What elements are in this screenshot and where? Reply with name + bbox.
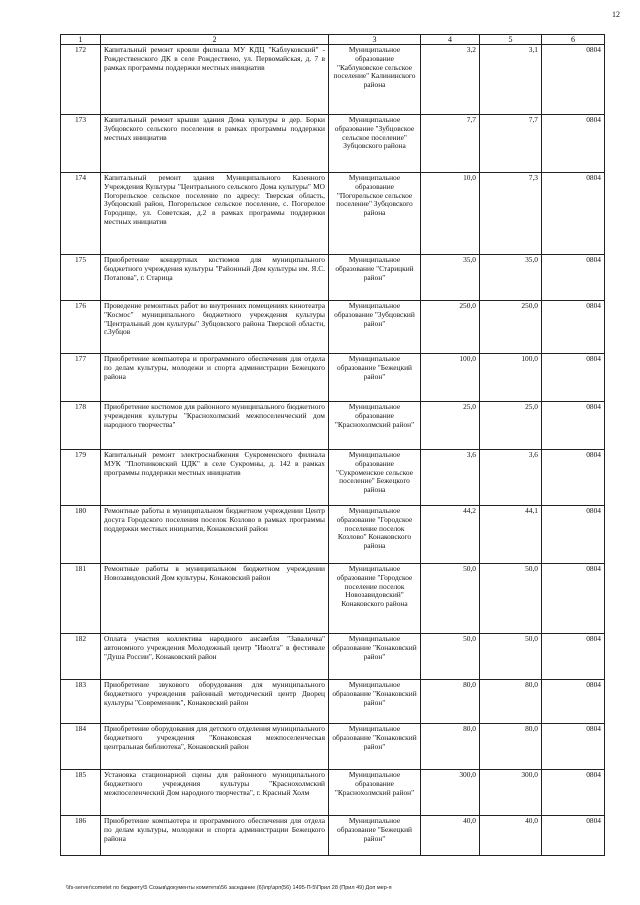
measure-name: Приобретение костюмов для районного муниципального бюджетного учреждения культуры "Краснохолмский межпоселенческий дом народного творчества" (101, 402, 329, 450)
row-number: 184 (61, 724, 101, 770)
measure-name: Проведение ремонтных работ во внутренних помещениях кинотеатра "Космос" муниципального бюджетного учреждения культуры "Центральный дом культуры" Зубцовского района Тверской области, г.Зубцов (101, 301, 329, 354)
amount-planned: 3,2 (421, 45, 480, 115)
budget-code: 0804 (542, 301, 605, 354)
amount-planned: 44,2 (421, 506, 480, 564)
measure-name: Приобретение концертных костюмов для муниципального бюджетного учреждения культуры "Районный Дом культуры им. Я.С. Потапова", г. Старица (101, 255, 329, 301)
budget-code: 0804 (542, 634, 605, 680)
amount-planned: 50,0 (421, 634, 480, 680)
table-row (61, 115, 605, 173)
column-header: 4 (421, 35, 480, 45)
budget-code: 0804 (542, 564, 605, 634)
recipient: Муниципальное образование "Сукроменское сельское поселение" Бежецкого района (329, 450, 421, 506)
budget-code: 0804 (542, 115, 605, 173)
page-number: 12 (612, 10, 620, 19)
table-row (61, 301, 605, 354)
table-row (61, 816, 605, 856)
table-row (61, 450, 605, 506)
recipient: Муниципальное образование "Конаковский район" (329, 680, 421, 724)
table-row (61, 506, 605, 564)
row-number: 186 (61, 816, 101, 856)
table-row (61, 173, 605, 255)
column-header: 1 (61, 35, 101, 45)
budget-code: 0804 (542, 402, 605, 450)
budget-code: 0804 (542, 680, 605, 724)
table-row (61, 724, 605, 770)
measure-name: Ремонтные работы в муниципальном бюджетном учреждении Новозавидовский Дом культуры, Конаковский район (101, 564, 329, 634)
row-number: 172 (61, 45, 101, 115)
measure-name: Капитальный ремонт крыши здания Дома культуры в дер. Борки Зубцовского сельского поселения в рамках программы поддержки местных инициатив (101, 115, 329, 173)
row-number: 179 (61, 450, 101, 506)
column-header: 3 (329, 35, 421, 45)
recipient: Муниципальное образование "Конаковский район" (329, 724, 421, 770)
measure-name: Капитальный ремонт здания Муниципального Казенного Учреждения Культуры "Центрального сельского Дома культуры" МО Погорельское сельское поселение по адресу: Тверская область, Зубцовский район, Погорельское сельское поселение, с. Погорелое Городище, ул. Советская, д.2 в рамках программы поддержки местных инициатив (101, 173, 329, 255)
row-number: 178 (61, 402, 101, 450)
amount-actual: 3,1 (480, 45, 542, 115)
amount-actual: 50,0 (480, 564, 542, 634)
recipient: Муниципальное образование "Старицкий район" (329, 255, 421, 301)
measure-name: Приобретение оборудования для детского отделения муниципального бюджетного учреждения "Конаковская межпоселенческая центральная библиотека", Конаковский район (101, 724, 329, 770)
row-number: 175 (61, 255, 101, 301)
measure-name: Оплата участия коллектива народного ансамбля "Заваличка" автономного учреждения Молодежный центр "Иволга" в фестивале "Душа России", Конаковский район (101, 634, 329, 680)
column-header: 5 (480, 35, 542, 45)
budget-code: 0804 (542, 816, 605, 856)
budget-code: 0804 (542, 770, 605, 816)
amount-actual: 100,0 (480, 354, 542, 402)
row-number: 181 (61, 564, 101, 634)
amount-planned: 3,6 (421, 450, 480, 506)
measure-name: Приобретение компьютера и программного обеспечения для отдела по делам культуры, молодежи и спорта администрации Бежецкого района (101, 354, 329, 402)
amount-actual: 50,0 (480, 634, 542, 680)
budget-code: 0804 (542, 173, 605, 255)
recipient: Муниципальное образование "Конаковский район" (329, 634, 421, 680)
table-row (61, 634, 605, 680)
table-row (61, 680, 605, 724)
amount-planned: 40,0 (421, 816, 480, 856)
file-path-footer: \\fs-server\cometet по бюджету\5 Созыв\документы комитета\56 заседание (6)\пр\зрп(56) 1495-П-5\Прил 28 (Прил 49) Доп мер-я (66, 885, 392, 891)
amount-actual: 3,6 (480, 450, 542, 506)
table-row (61, 402, 605, 450)
amount-planned: 50,0 (421, 564, 480, 634)
amount-planned: 35,0 (421, 255, 480, 301)
amount-actual: 44,1 (480, 506, 542, 564)
amount-actual: 80,0 (480, 680, 542, 724)
measure-name: Приобретение звукового оборудования для муниципального бюджетного учреждения районный методический центр Дворец культуры "Современник", Конаковский район (101, 680, 329, 724)
recipient: Муниципальное образование "Бежецкий район" (329, 816, 421, 856)
measure-name: Приобретение компьютера и программного обеспечения для отдела по делам культуры, молодежи и спорта администрации Бежецкого района (101, 816, 329, 856)
amount-planned: 300,0 (421, 770, 480, 816)
row-number: 185 (61, 770, 101, 816)
amount-actual: 40,0 (480, 816, 542, 856)
row-number: 177 (61, 354, 101, 402)
amount-planned: 25,0 (421, 402, 480, 450)
amount-planned: 80,0 (421, 680, 480, 724)
measure-name: Капитальный ремонт электроснабжения Сукроменского филиала МУК "Плотниковский ЦДК" в селе Сукромны, д. 142 в рамках программы поддержки местных инициатив (101, 450, 329, 506)
column-header: 6 (542, 35, 605, 45)
recipient: Муниципальное образование "Зубцовское сельское поселение" Зубцовского района (329, 115, 421, 173)
measure-name: Установка стационарной сцены для районного муниципального бюджетного учреждения культуры "Краснохолмский межпоселенческий Дом народного творчества", г. Красный Холм (101, 770, 329, 816)
row-number: 182 (61, 634, 101, 680)
budget-code: 0804 (542, 255, 605, 301)
table-row (61, 770, 605, 816)
recipient: Муниципальное образование "Зубцовский район" (329, 301, 421, 354)
amount-actual: 7,7 (480, 115, 542, 173)
row-number: 176 (61, 301, 101, 354)
amount-planned: 7,7 (421, 115, 480, 173)
amount-actual: 25,0 (480, 402, 542, 450)
amount-planned: 100,0 (421, 354, 480, 402)
budget-code: 0804 (542, 724, 605, 770)
header-row (61, 35, 605, 45)
budget-code: 0804 (542, 45, 605, 115)
amount-actual: 80,0 (480, 724, 542, 770)
budget-code: 0804 (542, 354, 605, 402)
amount-actual: 300,0 (480, 770, 542, 816)
table-row (61, 255, 605, 301)
budget-code: 0804 (542, 450, 605, 506)
budget-table (60, 34, 605, 856)
amount-planned: 80,0 (421, 724, 480, 770)
table-row (61, 564, 605, 634)
table-row (61, 354, 605, 402)
recipient: Муниципальное образование "Краснохолмский район" (329, 402, 421, 450)
recipient: Муниципальное образование "Краснохолмский район" (329, 770, 421, 816)
measure-name: Ремонтные работы в муниципальном бюджетном учреждении Центр досуга Городского поселения поселок Козлово в рамках программы поддержки местных инициатив, Конаковский район (101, 506, 329, 564)
recipient: Муниципальное образование "Каблуковское сельское поселение" Калининского района (329, 45, 421, 115)
column-header: 2 (101, 35, 329, 45)
recipient: Муниципальное образование "Погорельское сельское поселение" Зубцовского района (329, 173, 421, 255)
amount-actual: 250,0 (480, 301, 542, 354)
recipient: Муниципальное образование "Городское поселение поселок Новозавидовский" Конаковского района (329, 564, 421, 634)
table-row (61, 45, 605, 115)
amount-planned: 10,0 (421, 173, 480, 255)
recipient: Муниципальное образование "Городское поселение поселок Козлово" Конаковского района (329, 506, 421, 564)
measure-name: Капитальный ремонт кровли филиала МУ КДЦ "Каблуковский" - Рождественского ДК в селе Рождествено, ул. Первомайская, д. 7 в рамках программы поддержки местных инициатив (101, 45, 329, 115)
budget-code: 0804 (542, 506, 605, 564)
recipient: Муниципальное образование "Бежецкий район" (329, 354, 421, 402)
row-number: 183 (61, 680, 101, 724)
row-number: 180 (61, 506, 101, 564)
row-number: 173 (61, 115, 101, 173)
amount-actual: 35,0 (480, 255, 542, 301)
row-number: 174 (61, 173, 101, 255)
amount-planned: 250,0 (421, 301, 480, 354)
amount-actual: 7,3 (480, 173, 542, 255)
